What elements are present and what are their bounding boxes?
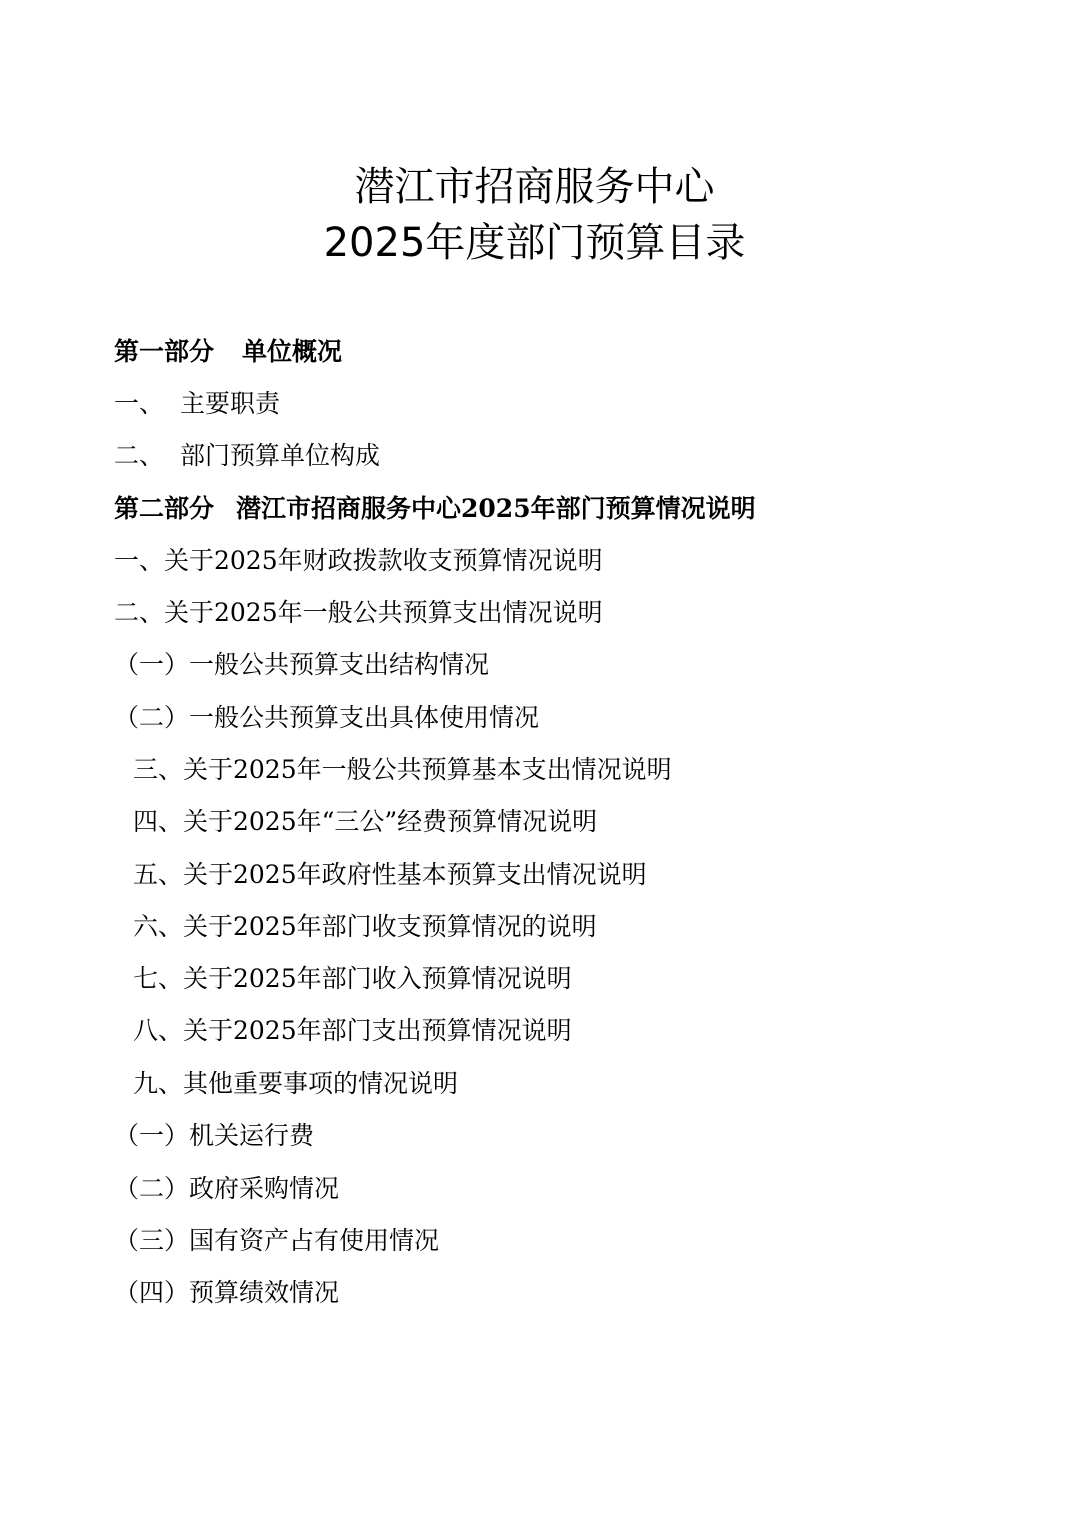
toc-item-number: 二、	[114, 441, 165, 470]
toc-item-text: 主要职责	[180, 389, 281, 418]
toc-part-2-label: 第二部分	[114, 494, 215, 523]
document-title-line-1: 潜江市招商服务中心	[354, 164, 715, 210]
toc-part-1-title: 单位概况	[242, 337, 343, 366]
toc-item	[114, 440, 380, 472]
toc-subitem: （一）一般公共预算支出结构情况	[114, 650, 490, 679]
toc-item-number: 一、	[114, 389, 165, 418]
toc-item: 三、关于2025年一般公共预算基本支出情况说明	[133, 755, 672, 784]
toc-item-text: 部门预算单位构成	[180, 441, 381, 470]
toc-part-2	[114, 493, 756, 525]
toc-item: 八、关于2025年部门支出预算情况说明	[133, 1016, 572, 1045]
toc-item	[114, 388, 280, 420]
toc-item: 六、关于2025年部门收支预算情况的说明	[133, 912, 597, 941]
toc-subitem: （三）国有资产占有使用情况	[114, 1226, 440, 1255]
toc-item: 五、关于2025年政府性基本预算支出情况说明	[133, 860, 647, 889]
toc-item: 一、关于2025年财政拨款收支预算情况说明	[114, 546, 603, 575]
toc-subitem: （四）预算绩效情况	[114, 1278, 340, 1307]
toc-item: 七、关于2025年部门收入预算情况说明	[133, 964, 572, 993]
toc-subitem: （二）政府采购情况	[114, 1174, 340, 1203]
toc-part-1	[114, 336, 342, 368]
document-title-line-2: 2025年度部门预算目录	[323, 220, 746, 266]
toc-subitem: （一）机关运行费	[114, 1121, 315, 1150]
toc-subitem: （二）一般公共预算支出具体使用情况	[114, 703, 540, 732]
toc-item: 二、关于2025年一般公共预算支出情况说明	[114, 598, 603, 627]
toc-part-1-label: 第一部分	[114, 337, 215, 366]
toc-item: 九、其他重要事项的情况说明	[133, 1069, 459, 1098]
toc-part-2-title: 潜江市招商服务中心2025年部门预算情况说明	[236, 494, 756, 523]
toc-item: 四、关于2025年“三公”经费预算情况说明	[133, 807, 598, 836]
